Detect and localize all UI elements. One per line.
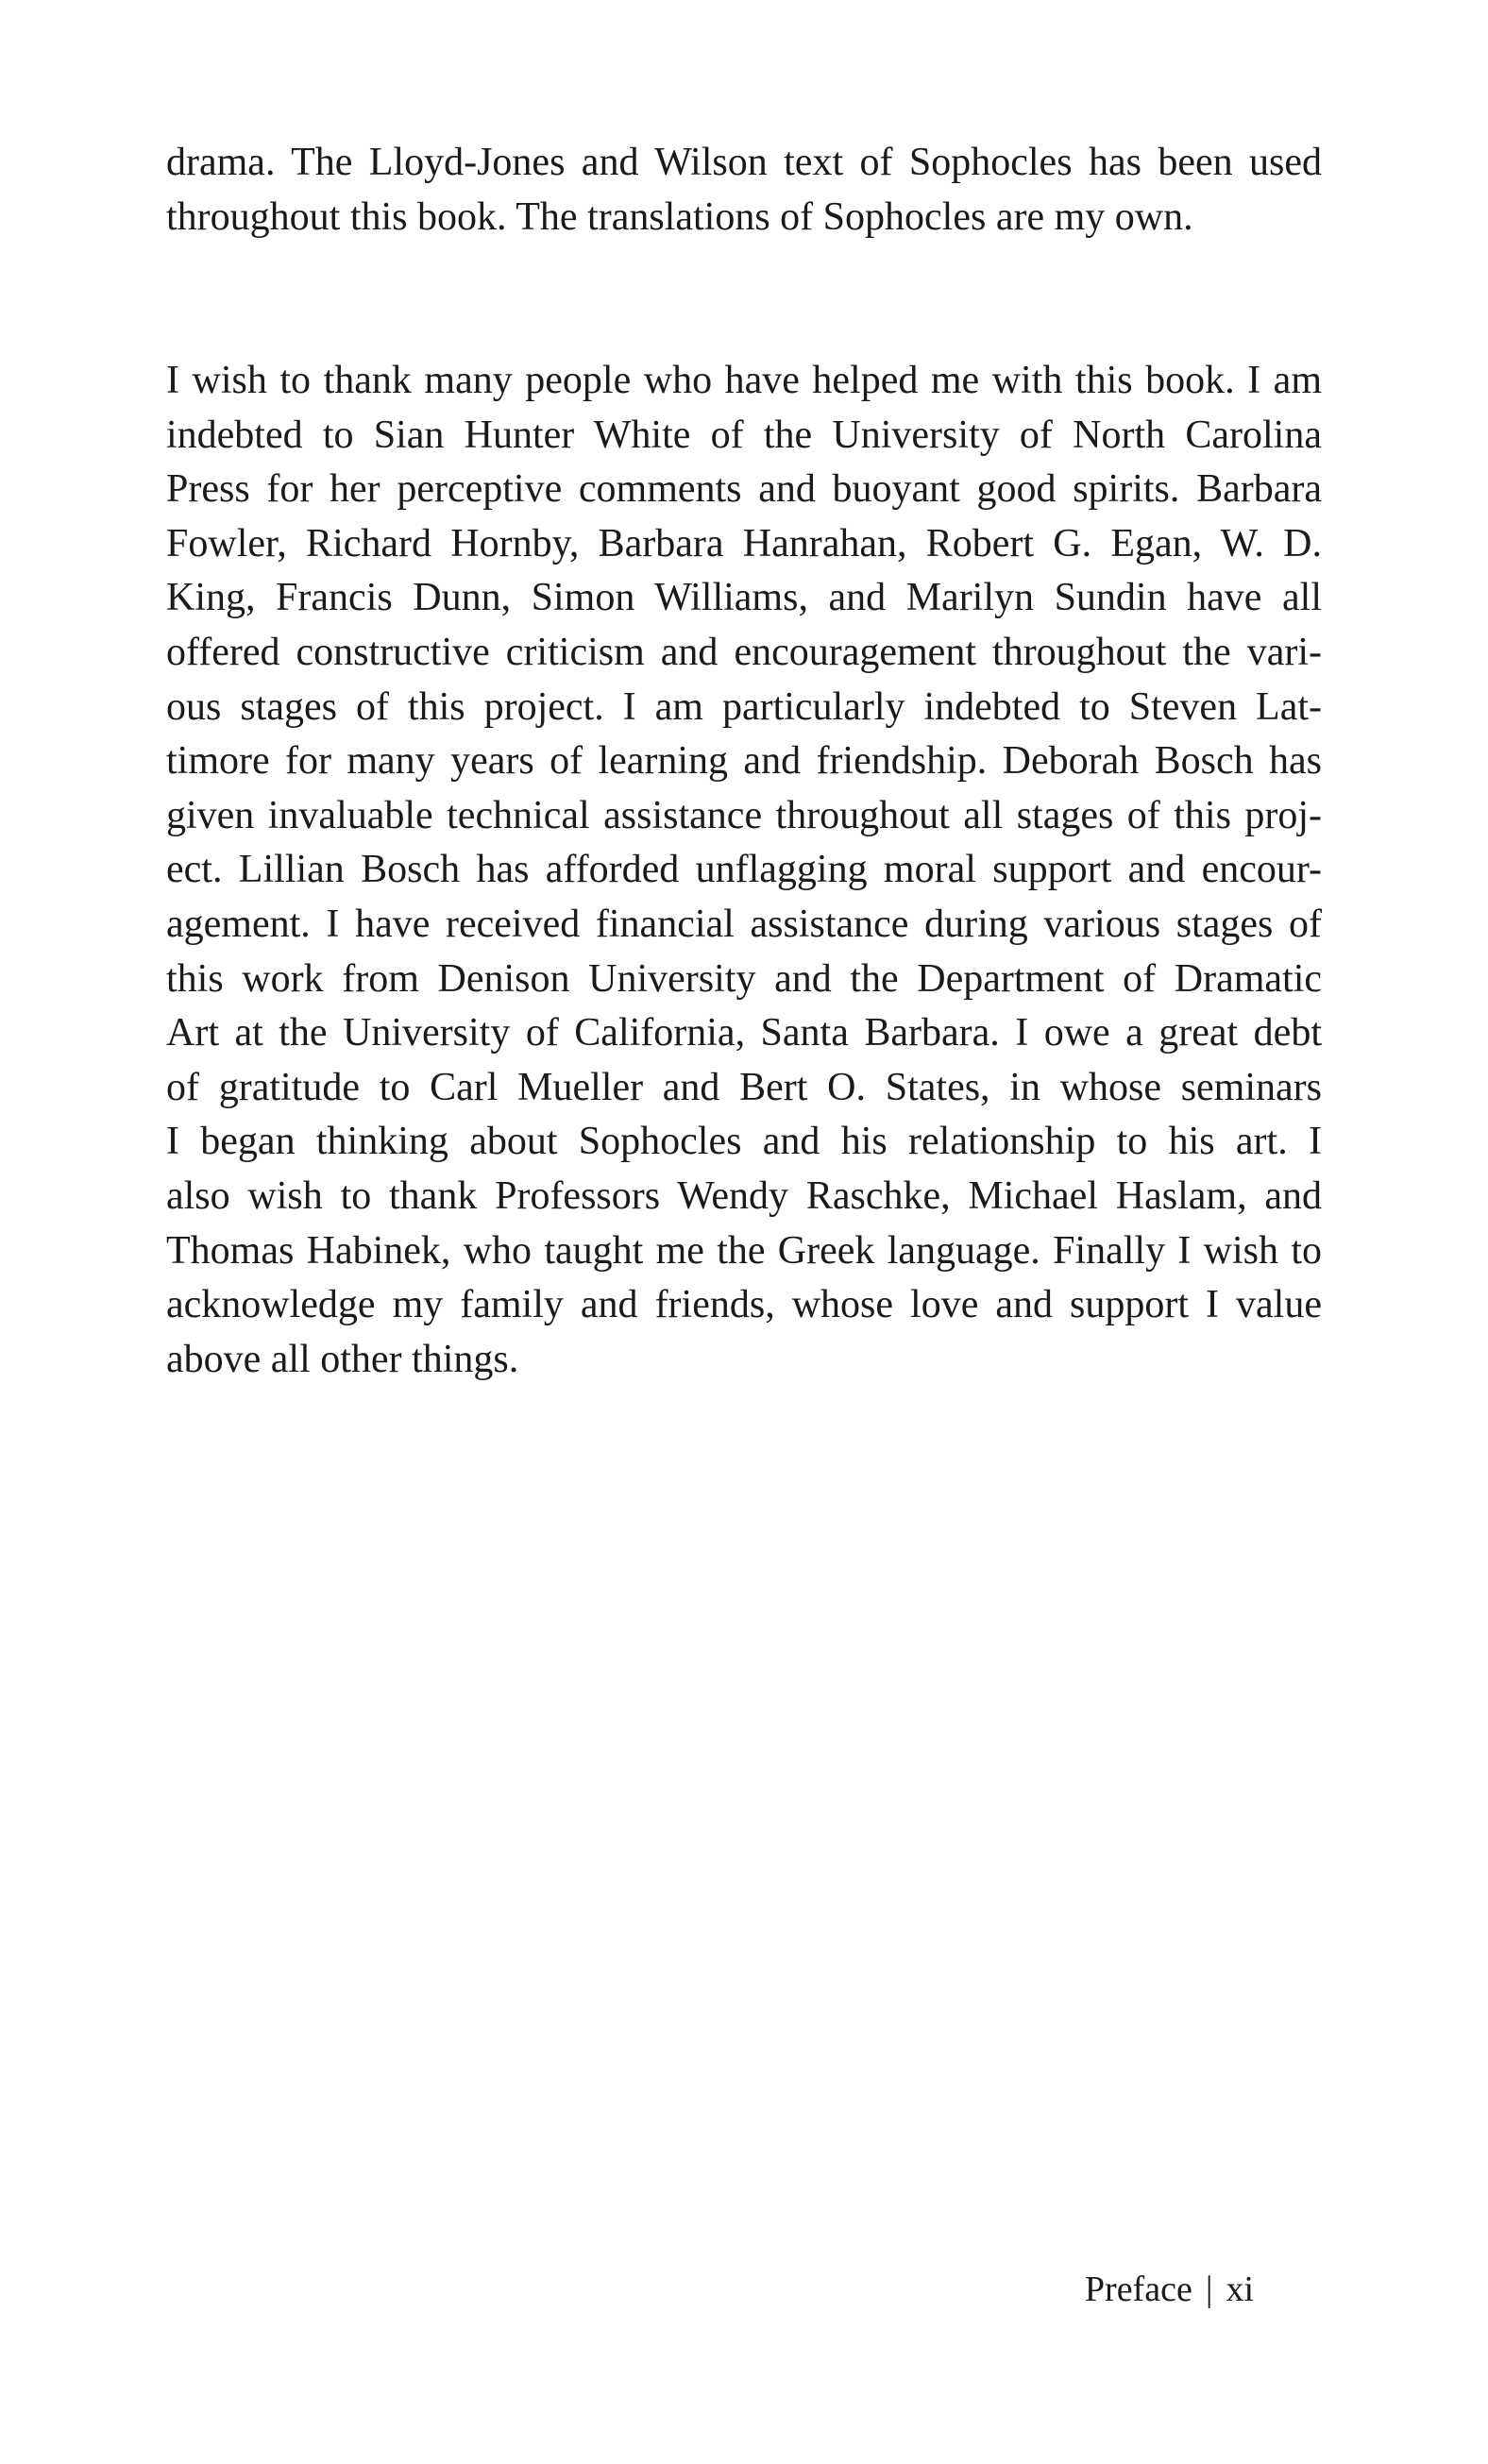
text-line: offered constructive criticism and encouragement throughout the vari-: [166, 630, 1322, 674]
text-line: drama. The Lloyd-Jones and Wilson text of Sophocles has been used: [166, 141, 1322, 184]
footer-section-title: Preface: [1084, 2270, 1192, 2309]
text-line: this work from Denison University and the Department of Dramatic: [166, 956, 1322, 1001]
text-line: I wish to thank many people who have helped me with this book. I am: [166, 359, 1322, 402]
paragraph-continuation: [166, 136, 1322, 245]
text-line: indebted to Sian Hunter White of the University of North Carolina: [166, 413, 1322, 457]
text-line: of gratitude to Carl Mueller and Bert O. States, in whose seminars: [166, 1065, 1322, 1109]
text-line: Press for her perceptive comments and buoyant good spirits. Barbara: [166, 467, 1322, 512]
text-line: Fowler, Richard Hornby, Barbara Hanrahan, Robert G. Egan, W. D.: [166, 521, 1322, 565]
text-line: Art at the University of California, Santa Barbara. I owe a great debt: [166, 1011, 1322, 1055]
text-line: also wish to thank Professors Wendy Raschke, Michael Haslam, and: [166, 1173, 1322, 1218]
text-line: Thomas Habinek, who taught me the Greek language. Finally I wish to: [166, 1228, 1322, 1273]
text-line: King, Francis Dunn, Simon Williams, and Marilyn Sundin have all: [166, 576, 1322, 620]
text-line: ous stages of this project. I am particularly indebted to Steven Lat-: [166, 684, 1322, 729]
text-line: given invaluable technical assistance throughout all stages of this proj-: [166, 793, 1322, 837]
text-line: throughout this book. The translations of Sophocles are my own.: [166, 194, 1193, 239]
paragraph-acknowledgments: [166, 354, 1322, 1387]
text-line: acknowledge my family and friends, whose love and support I value: [166, 1283, 1322, 1327]
running-footer: [1085, 2266, 1254, 2313]
text-line: I began thinking about Sophocles and his relationship to his art. I: [166, 1120, 1322, 1164]
text-line: timore for many years of learning and friendship. Deborah Bosch has: [166, 739, 1322, 784]
page-number: xi: [1226, 2270, 1254, 2309]
text-line: agement. I have received financial assistance during various stages of: [166, 902, 1322, 946]
footer-separator: |: [1205, 2270, 1213, 2309]
text-line: above all other things.: [166, 1337, 519, 1381]
text-line: ect. Lillian Bosch has afforded unflagging moral support and encour-: [166, 848, 1322, 892]
